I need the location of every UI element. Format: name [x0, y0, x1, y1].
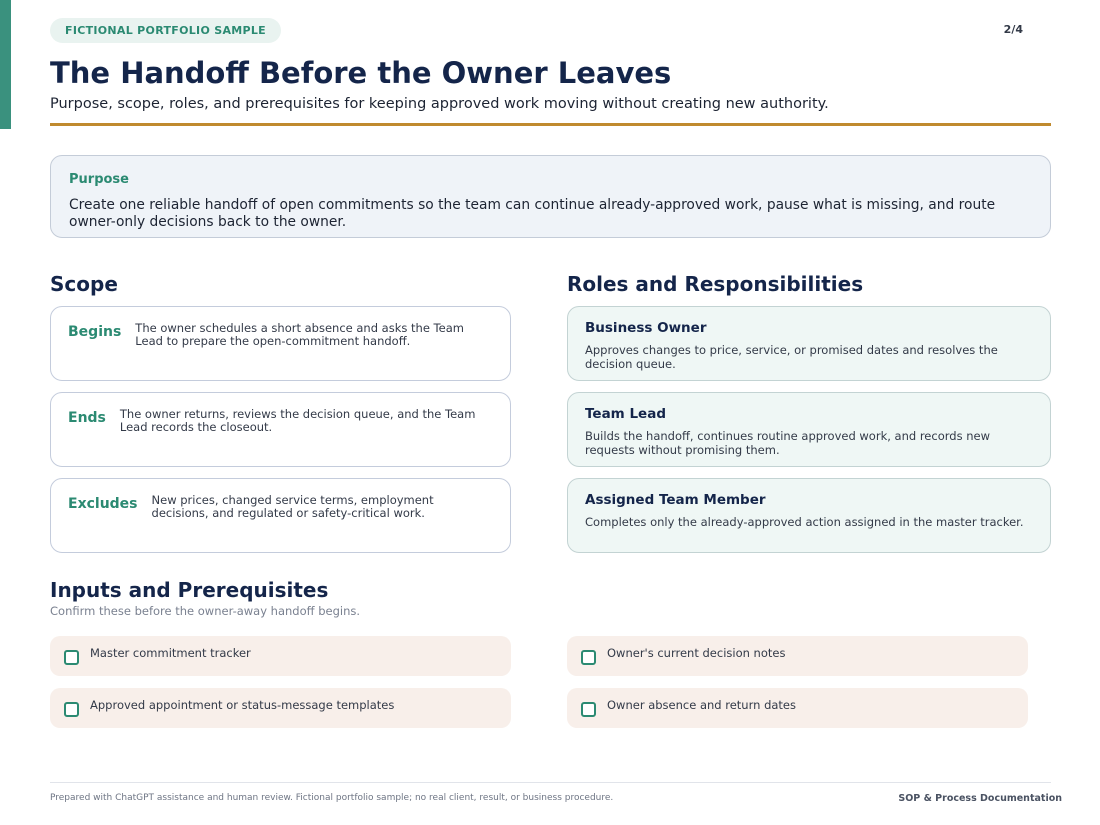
- checklist-item-label: Approved appointment or status-message templates: [90, 698, 395, 712]
- purpose-box: [50, 155, 1051, 238]
- footer-label: SOP & Process Documentation: [898, 793, 1062, 804]
- scope-label: Ends: [68, 410, 106, 426]
- title-rule: [50, 123, 1051, 126]
- checklist-item-master-tracker[interactable]: [50, 636, 511, 676]
- page-subtitle: Purpose, scope, roles, and prerequisites for keeping approved work moving without creating new authority.: [50, 96, 829, 112]
- scope-text: The owner schedules a short absence and asks the Team Lead to prepare the open-commitment handoff.: [135, 321, 464, 348]
- inputs-subheading: Confirm these before the owner-away handoff begins.: [50, 604, 361, 618]
- checklist-item-templates[interactable]: [50, 688, 511, 728]
- checkbox[interactable]: [64, 650, 79, 665]
- scope-card-excludes: [50, 478, 511, 553]
- role-name: Business Owner: [585, 320, 707, 336]
- accent-bar: [0, 0, 11, 129]
- role-text: Approves changes to price, service, or promised dates and resolves the decision queue.: [585, 343, 998, 371]
- checklist-item-label: Master commitment tracker: [90, 646, 251, 660]
- purpose-label: Purpose: [69, 172, 129, 187]
- scope-label: Excludes: [68, 496, 138, 512]
- role-card-assigned-team-member: [567, 478, 1051, 553]
- scope-label: Begins: [68, 324, 122, 340]
- scope-card-ends: [50, 392, 511, 467]
- role-text: Builds the handoff, continues routine approved work, and records new requests without promising them.: [585, 429, 990, 457]
- role-name: Team Lead: [585, 406, 666, 422]
- checklist-item-absence-dates[interactable]: [567, 688, 1028, 728]
- purpose-text: Create one reliable handoff of open commitments so the team can continue already-approved work, pause what is missing, and route owner-only decisions back to the owner.: [69, 197, 996, 230]
- checklist-item-decision-notes[interactable]: [567, 636, 1028, 676]
- checklist-item-label: Owner's current decision notes: [607, 646, 786, 660]
- page-number: 2/4: [1003, 23, 1023, 36]
- footer-rule: [50, 782, 1051, 783]
- checkbox[interactable]: [581, 702, 596, 717]
- checklist-item-label: Owner absence and return dates: [607, 698, 796, 712]
- scope-card-begins: [50, 306, 511, 381]
- role-text: Completes only the already-approved action assigned in the master tracker.: [585, 515, 1024, 529]
- footer-note: Prepared with ChatGPT assistance and human review. Fictional portfolio sample; no real client, result, or business procedure.: [50, 793, 614, 803]
- scope-text: The owner returns, reviews the decision queue, and the Team Lead records the closeout.: [119, 407, 476, 434]
- scope-text: New prices, changed service terms, employment decisions, and regulated or safety-critical work.: [151, 493, 434, 520]
- sample-badge: FICTIONAL PORTFOLIO SAMPLE: [50, 18, 281, 43]
- roles-heading: Roles and Responsibilities: [567, 272, 864, 296]
- checkbox[interactable]: [64, 702, 79, 717]
- scope-heading: Scope: [50, 272, 118, 296]
- role-card-business-owner: [567, 306, 1051, 381]
- role-card-team-lead: [567, 392, 1051, 467]
- checkbox[interactable]: [581, 650, 596, 665]
- page-title: The Handoff Before the Owner Leaves: [50, 56, 672, 90]
- role-name: Assigned Team Member: [585, 492, 766, 508]
- inputs-heading: Inputs and Prerequisites: [50, 578, 329, 602]
